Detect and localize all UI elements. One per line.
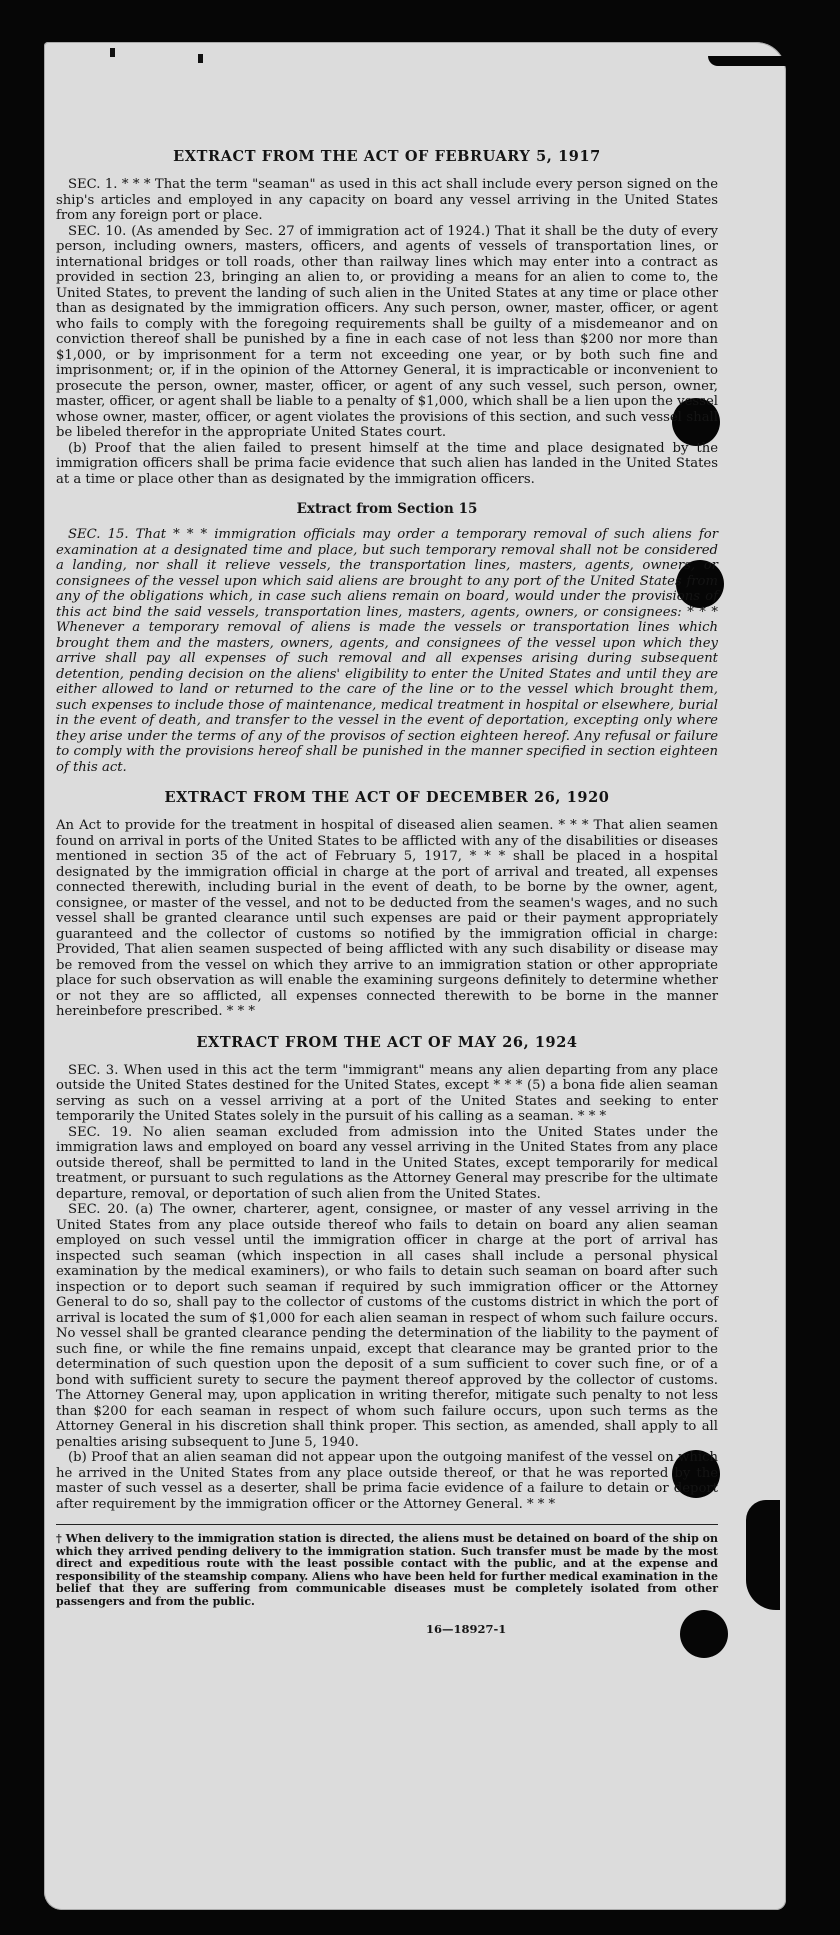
footnote-divider [56,1524,718,1525]
paragraph-act-1920: An Act to provide for the treatment in hospital of diseased alien seamen. * * * That alien seamen found on arrival in ports of the United States to be afflicted with any of the disabilities or diseases mentioned in section 35 of the act of February 5, 1917, * * * shall be placed in a hospital designated by the immigration official in charge at the port of arrival and treated, all expenses connected therewith, including burial in the event of death, to be borne by the owner, agent, consignee, or master of the vessel, and not to be deducted from the seamen's wages, and no such vessel shall be granted clearance until such expenses are paid or their payment appropriately guaranteed and the collector of customs so notified by the immigration official in charge: Provided, That alien seamen suspected of being afflicted with any such disability or disease may be removed from the vessel on which they arrive to an immigration station or other appropriate place for such observation as will enable the examining surgeons definitely to determine whether or not they are so afflicted, all expenses connected therewith to be borne in the manner hereinbefore prescribed. * * * [56,818,718,1019]
paragraph-sec-19: SEC. 19. No alien seaman excluded from admission into the United States under the immigration laws and employed on board any vessel arriving in the United States from any place outside thereof, shall be permitted to land in the United States, except temporarily for medical treatment, or pursuant to such regulations as the Attorney General may prescribe for the ultimate departure, removal, or deportation of such alien from the United States. [56,1124,718,1202]
paragraph-sec-10: SEC. 10. (As amended by Sec. 27 of immigration act of 1924.) That it shall be the duty of every person, including owners, masters, officers, and agents of vessels of transportation lines, or international bridges or toll roads, other than railway lines which may enter into a contract as provided in section 23, bringing an alien to, or providing a means for an alien to come to, the United States, to prevent the landing of such alien in the United States at any time or place other than as designated by the immigration officers. Any such person, owner, master, officer, or agent who fails to comply with the foregoing requirements shall be guilty of a misdemeanor and on conviction thereof shall be punished by a fine in each case of not less than $200 nor more than $1,000, or by imprisonment for a term not exceeding one year, or by both such fine and imprisonment; or, if in the opinion of the Attorney General, it is impracticable or inconvenient to prosecute the person, owner, master, officer, or agent of any such vessel, such person, owner, master, officer, or agent shall be liable to a penalty of $1,000, which shall be a lien upon the vessel whose owner, master, officer, or agent violates the provisions of this section, and such vessel shall be libeled therefor in the appropriate United States court. [56,223,718,440]
heading-act-1924: EXTRACT FROM THE ACT OF MAY 26, 1924 [196,1033,578,1051]
paragraph-sec-20-b: (b) Proof that an alien seaman did not appear upon the outgoing manifest of the vessel on which he arrived in the United States from any place outside thereof, or that he was reported by the master of such vessel as a deserter, shall be prima facie evidence of a failure to detain or deport after requirement by the immigration officer or the Attorney General. * * * [56,1450,718,1512]
corner-mark [110,48,115,57]
paragraph-sec-20-a: SEC. 20. (a) The owner, charterer, agent, consignee, or master of any vessel arriving in the United States from any place outside thereof who fails to detain on board any alien seaman employed on such vessel until the immigration officer in charge at the port of arrival has inspected such seaman (which inspection in all cases shall include a personal physical examination by the medical examiners), or who fails to detain such seaman on board after such inspection or to deport such seaman if required by such immigration officer or the Attorney General to do so, shall pay to the collector of customs of the customs district in which the port of arrival is located the sum of $1,000 for each alien seaman in respect of whom such failure occurs. No vessel shall be granted clearance pending the determination of the liability to the payment of such fine, or while the fine remains unpaid, except that clearance may be granted prior to the determination of such question upon the deposit of a sum sufficient to cover such fine, or of a bond with sufficient surety to secure the payment thereof approved by the collector of customs. The Attorney General may, upon application in writing therefor, mitigate such penalty to not less than $200 for each seaman in respect of whom such failure occurs, upon such terms as the Attorney General in his discretion shall think proper. This section, as amended, shall apply to all penalties arising subsequent to June 5, 1940. [56,1202,718,1450]
heading-section-15: Extract from Section 15 [296,501,478,517]
paragraph-sec-10-b: (b) Proof that the alien failed to present himself at the time and place designated by the immigration officers shall be prima facie evidence that such alien has landed in the United States at a time or place other than as designated by the immigration officers. [56,440,718,487]
document-body [56,148,718,1636]
paragraph-sec-3: SEC. 3. When used in this act the term "immigrant" means any alien departing from any place outside the United States destined for the United States, except * * * (5) a bona fide alien seaman serving as such on a vessel arriving at a port of the United States and seeking to enter temporarily the United States solely in the pursuit of his calling as a seaman. * * * [56,1062,718,1124]
heading-act-1920: EXTRACT FROM THE ACT OF DECEMBER 26, 1920 [164,789,610,806]
paragraph-sec-15: SEC. 15. That * * * immigration officials may order a temporary removal of such aliens for examination at a designated time and place, but such temporary removal shall not be considered a landing, nor shall it relieve vessels, the transportation lines, masters, agents, owners, or consignees of the vessel upon which said aliens are brought to any port of the United States from any of the obligations which, in case such aliens remain on board, would under the provisions of this act bind the said vessels, transportation lines, masters, agents, owners, or consignees: * * * Whenever a temporary removal of aliens is made the vessels or transportation lines which brought them and the masters, owners, agents, and consignees of the vessel upon which they arrive shall pay all expenses of such removal and all expenses arising during subsequent detention, pending decision on the aliens' eligibility to enter the United States and until they are either allowed to land or returned to the care of the line or to the vessel which brought them, such expenses to include those of maintenance, medical treatment in hospital or elsewhere, burial in the event of death, and transfer to the vessel in the event of deportation, excepting only where they arise under the terms of any of the provisos of section eighteen hereof. Any refusal or failure to comply with the provisions hereof shall be punished in the manner specified in section eighteen of this act. [56,527,718,775]
corner-mark [198,54,203,63]
torn-edge [708,56,788,66]
form-number: 16—18927-1 [426,1622,507,1636]
paragraph-sec-1: SEC. 1. * * * That the term "seaman" as used in this act shall include every person signed on the ship's articles and employed in any capacity on board any vessel arriving in the United States from any foreign port or place. [56,177,718,223]
heading-act-1917: EXTRACT FROM THE ACT OF FEBRUARY 5, 1917 [173,148,601,165]
torn-edge [746,1500,780,1610]
footnote: † When delivery to the immigration station is directed, the aliens must be detained on board of the ship on which they arrived pending delivery to the immigration station. Such transfer must be made by the most direct and expeditious route with the least possible contact with the public, and at the expense and responsibility of the steamship company. Aliens who have been held for further medical examination in the belief that they are suffering from communicable diseases must be completely isolated from other passengers and from the public. [56,1532,718,1608]
